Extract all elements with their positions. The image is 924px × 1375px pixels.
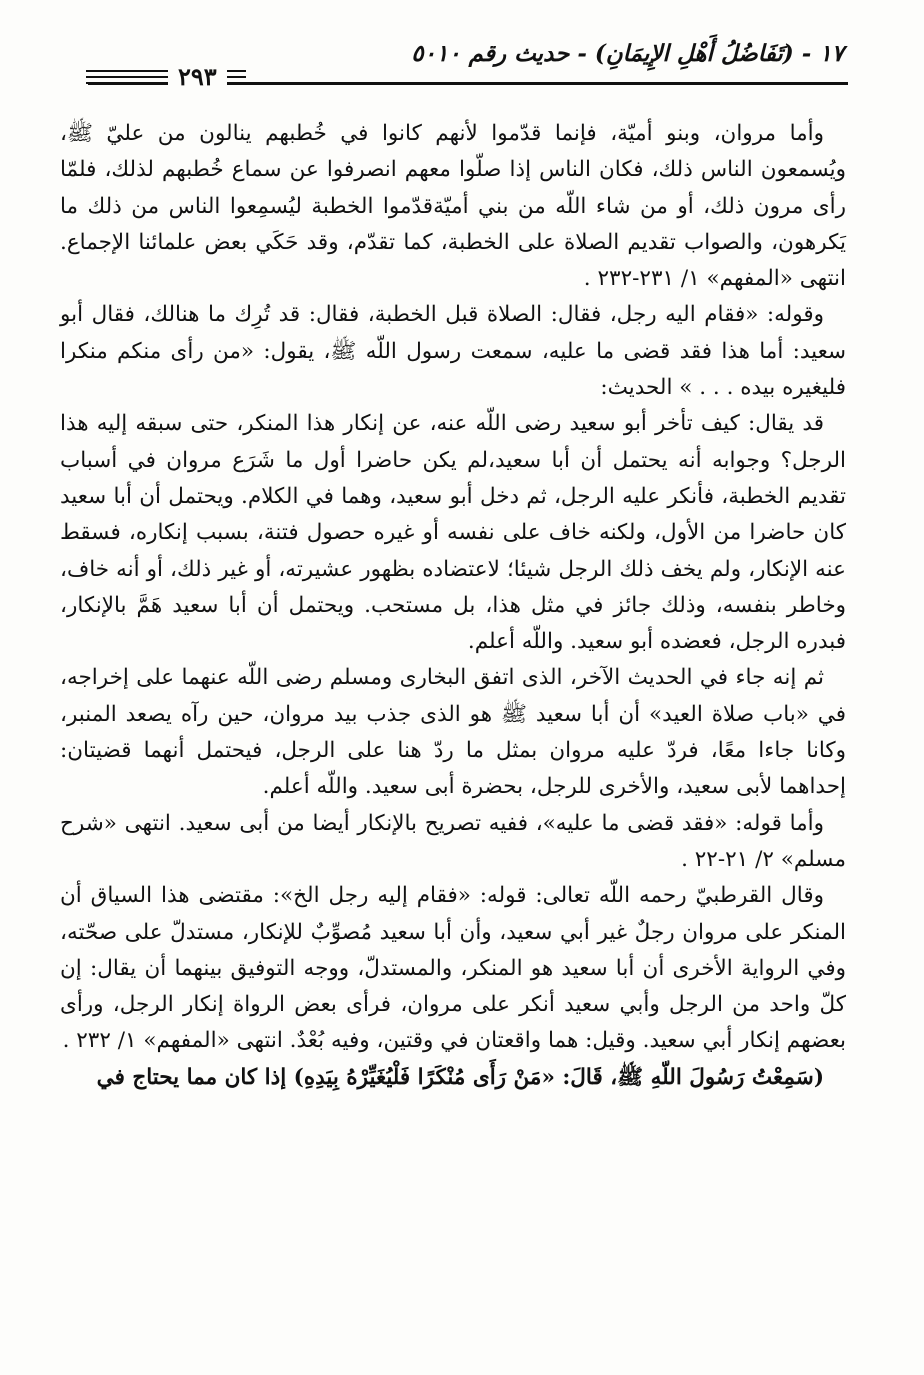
paragraph: وقال القرطبيّ رحمه اللّه تعالى: قوله: «فقام إليه رجل الخ»: مقتضى هذا السياق أن المنكر على مروان رجلٌ غير أبي سعيد، وأن أبا سعيد مُصوِّبٌ للإنكار، مستدلّ على صحّته، وفي الرواية الأخرى أن أبا سعيد هو المنكر، والمستدلّ، ووجه التوفيق بينهما أن يقال: إن كلّ واحد من الرجل وأبي سعيد أنكر على مروان، فرأى بعض الرواة إنكار الرجل، ورأى بعضهم إنكار أبي سعيد. وقيل: هما واقعتان في وقتين، وفيه بُعْدٌ. انتهى «المفهم» ١/ ٢٣٢ . [60,883,846,1054]
paragraph: قد يقال: كيف تأخر أبو سعيد رضى اللّه عنه، عن إنكار هذا المنكر، حتى سبقه إليه هذا الرجل؟ وجوابه أنه يحتمل أن أبا سعيد،لم يكن حاضرا أول ما شَرَع مروان في أسباب تقديم الخطبة، فأنكر عليه الرجل، ثم دخل أبو سعيد، وهما في الكلام. ويحتمل أن أبا سعيد كان حاضرا من الأول، ولكنه خاف على نفسه أو غيره حصول فتنة، بسبب إنكاره، فسقط عنه الإنكار، ولم يخف ذلك الرجل شيئا؛ لاعتضاده بظهور عشيرته، أو غير ذلك، أو أنه خاف، وخاطر بنفسه، وذلك جائز في مثل هذا، بل مستحب. ويحتمل أن أبا سعيد هَمَّ بالإنكار، فبدره الرجل، فعضده أبو سعيد. واللّه أعلم. [60,411,846,655]
paragraph: وأما قوله: «فقد قضى ما عليه»، ففيه تصريح بالإنكار أيضا من أبى سعيد. انتهى «شرح مسلم» ٢/ ٢١-٢٢ . [60,810,846,872]
body-text [60,116,846,1096]
page-number: ٢٩٣ [168,62,227,91]
paragraph: ثم إنه جاء في الحديث الآخر، الذى اتفق البخارى ومسلم رضى اللّه عنهما على إخراجه، في «باب صلاة العيد» أن أبا سعيد ﷺ هو الذى جذب بيد مروان، حين رآه يصعد المنبر، وكانا جاءا معًا، فردّ عليه مروان بمثل ما ردّ هنا على الرجل، فيحتمل أنهما قضيتان: إحداهما لأبى سعيد، والأخرى للرجل، بحضرة أبى سعيد. واللّه أعلم. [60,665,846,800]
hadith-text-paragraph: (سَمِعْتُ رَسُولَ اللّهِ ﷺ، قَالَ: «مَنْ رَأَى مُنْكَرًا فَلْيُغَيِّرْهُ بِيَدِهِ) إذا كان مما يحتاج في [96,1064,824,1090]
paragraph: وقوله: «فقام اليه رجل، فقال: الصلاة قبل الخطبة، فقال: قد تُرِك ما هنالك، فقال أبو سعيد: أما هذا فقد قضى ما عليه، سمعت رسول اللّه ﷺ، يقول: «من رأى منكم منكرا فليغيره بيده . . . » الحديث: [60,302,846,401]
paragraph: وأما مروان، وبنو أميّة، فإنما قدّموا لأنهم كانوا في خُطبهم ينالون من عليّ ﷺ، ويُسمعون الناس ذلك، فكان الناس إذا صلّوا معهم انصرفوا عن سماع خُطبهم لذلك، فلمّا رأى مرون ذلك، أو من شاء اللّه من بني أميّةقدّموا الخطبة ليُسمِعوا الناس من ذلك ما يَكرهون، والصواب تقديم الصلاة على الخطبة، كما تقدّم، وقد حَكَي بعض علمائنا الإجماع. انتهى «المفهم» ١/ ٢٣١-٢٣٢ . [60,121,846,292]
chapter-header: ١٧ - (تَفَاضُلُ أَهْلِ الإِيمَانِ) - حديث رقم ٥٠١٠ [411,40,844,67]
